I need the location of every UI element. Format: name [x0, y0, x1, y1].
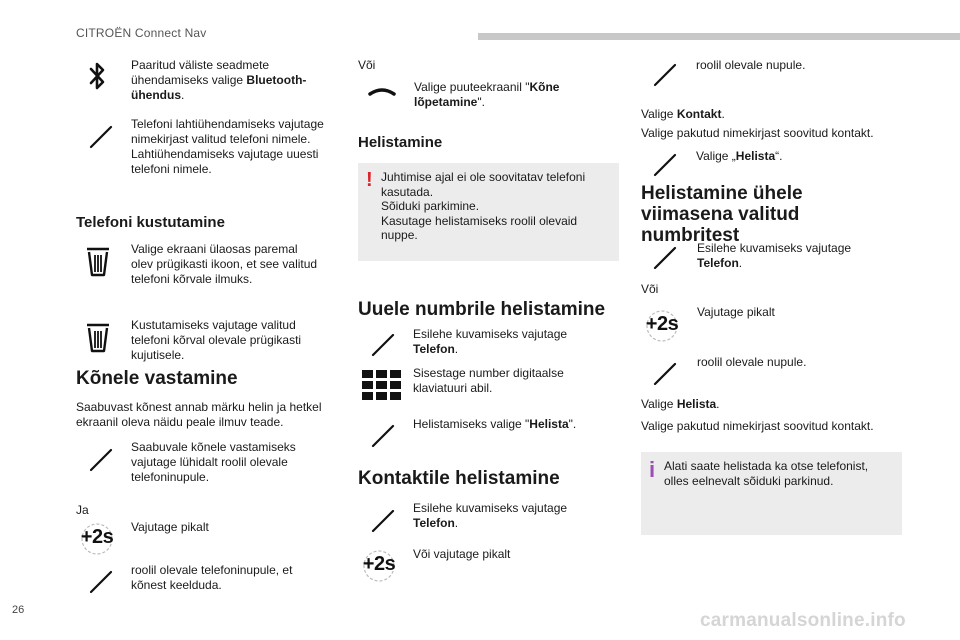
steering-button-text: roolil olevale nupule. [696, 58, 806, 72]
delete-text-1: Valige ekraani ülaosas paremal olev prügikasti ikoon, et see valitud telefoni kõrvale ilmuks. [131, 242, 318, 286]
select-call-text-2: Valige Helista. [641, 397, 720, 411]
keypad-icon [362, 370, 402, 400]
press-long-text: Vajutage pikalt [131, 520, 209, 534]
long-press-2s-icon: +2s [641, 309, 683, 343]
touch-press-icon [370, 332, 396, 358]
touch-press-icon [652, 361, 678, 387]
trash-icon [84, 322, 112, 354]
trash-icon [84, 246, 112, 278]
new-number-step-2: Sisestage number digitaalse klaviatuuri abil. [413, 366, 564, 395]
recent-step-1: Esilehe kuvamiseks vajutage Telefon. [697, 241, 852, 270]
reject-text: roolil olevale telefoninupule, et kõnest keelduda. [131, 563, 293, 592]
or-label: Või [641, 282, 659, 296]
touch-press-icon [370, 423, 396, 449]
touch-press-icon [370, 508, 396, 534]
info-text: Alati saate helistada ka otse telefonist, olles eelnevalt sõiduki parkinud. [664, 459, 869, 488]
and-label: Ja [76, 503, 89, 517]
touch-press-icon [88, 447, 114, 473]
touch-press-icon [652, 62, 678, 88]
answer-intro: Saabuvast kõnest annab märku helin ja hetkel ekraanil oleva näidu peale ilmuv teade. [76, 400, 322, 429]
disconnect-text: Telefoni lahtiühendamiseks vajutage nimekirjast valitud telefoni nimele. Lahtiühendamiseks vajutage uuesti telefoni nimele. [131, 117, 324, 176]
calling-heading: Helistamine [358, 134, 443, 151]
info-box [641, 452, 902, 535]
new-number-heading: Uuele numbrile helistamine [358, 299, 606, 320]
footer-watermark: carmanualsonline.info [700, 610, 906, 631]
bluetooth-text: Paaritud väliste seadmete ühendamiseks valige Bluetooth-ühendus. [131, 58, 307, 102]
info-icon: i [649, 457, 656, 482]
touch-press-icon [88, 569, 114, 595]
long-press-2s-icon: +2s [358, 549, 400, 583]
warning-box [358, 163, 619, 261]
warning-icon: ! [366, 169, 373, 191]
select-contact-text: Valige Kontakt. [641, 107, 725, 121]
long-press-2s-icon: +2s [76, 522, 118, 556]
touch-press-icon [652, 245, 678, 271]
page-number: 26 [12, 604, 25, 616]
header-title: CITROËN Connect Nav [76, 26, 207, 40]
bluetooth-icon [88, 60, 106, 92]
select-from-list-text: Valige pakutud nimekirjast soovitud kontakt. [641, 126, 874, 140]
touch-press-icon [88, 124, 114, 150]
contact-step-2: Või vajutage pikalt [413, 547, 511, 561]
new-number-step-1: Esilehe kuvamiseks vajutage Telefon. [413, 327, 568, 356]
recent-number-heading: Helistamine ühele viimasena valitud numbritest [641, 183, 803, 246]
answer-text: Saabuvale kõnele vastamiseks vajutage lühidalt roolil olevale telefoninupule. [131, 440, 296, 484]
end-call-text: Valige puuteekraanil "Kõne lõpetamine". [414, 80, 560, 109]
steering-button-text-2: roolil olevale nupule. [697, 355, 807, 369]
press-long-text: Vajutage pikalt [697, 305, 775, 319]
or-label: Või [358, 58, 376, 72]
warning-text: Juhtimise ajal ei ole soovitatav telefoni kasutada. Sõiduki parkimine. Kasutage helistamiseks roolil olevaid nuppe. [381, 170, 586, 242]
select-from-list-text-2: Valige pakutud nimekirjast soovitud kontakt. [641, 419, 874, 433]
contact-step-1: Esilehe kuvamiseks vajutage Telefon. [413, 501, 568, 530]
delete-phone-heading: Telefoni kustutamine [76, 214, 225, 231]
contact-call-heading: Kontaktile helistamine [358, 468, 560, 489]
answer-call-heading: Kõnele vastamine [76, 368, 238, 389]
hang-up-icon [367, 84, 397, 98]
new-number-step-3: Helistamiseks valige "Helista". [413, 417, 577, 431]
touch-press-icon [652, 152, 678, 178]
delete-text-2: Kustutamiseks vajutage valitud telefoni kõrval olevale prügikasti kujutisele. [131, 318, 302, 362]
select-call-text: Valige „Helista“. [696, 149, 783, 163]
header-bar [478, 33, 960, 40]
